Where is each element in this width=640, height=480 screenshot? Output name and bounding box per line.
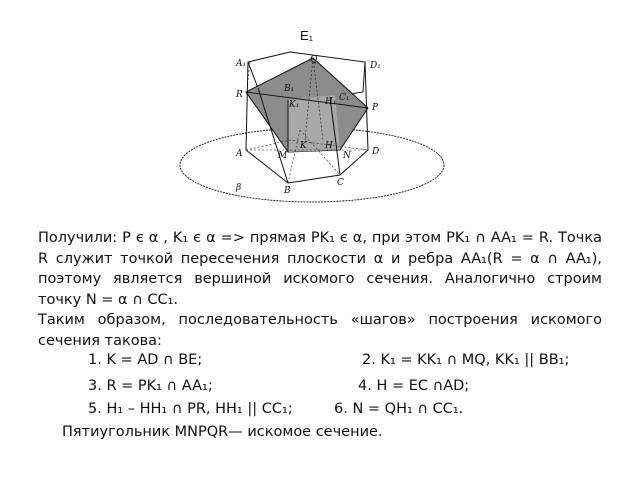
label-a1: A₁ xyxy=(236,59,247,69)
step-3: 3. R = PK₁ ∩ AA₁; xyxy=(88,378,213,394)
label-n: N xyxy=(343,151,351,161)
label-c1: C₁ xyxy=(339,93,350,103)
edge-aa1 xyxy=(246,62,248,150)
label-a: A xyxy=(236,149,243,159)
label-p: P xyxy=(372,103,379,113)
label-k1: K₁ xyxy=(289,100,300,110)
conclusion: Пятиугольник MNPQR— искомое сечение. xyxy=(62,424,383,440)
label-beta: β xyxy=(236,183,242,193)
step-6: 6. N = QH₁ ∩ CC₁. xyxy=(334,401,464,417)
label-h1: H₁ xyxy=(325,97,337,107)
label-b1: B₁ xyxy=(284,84,295,94)
label-h: H xyxy=(325,141,333,151)
step-5: 5. H₁ – HH₁ ∩ PR, HH₁ || CC₁; xyxy=(88,401,293,417)
label-r: R xyxy=(236,90,243,100)
step-1: 1. K = AD ∩ BE; xyxy=(88,352,203,368)
label-d: D xyxy=(372,147,380,157)
step-2: 2. K₁ = KK₁ ∩ MQ, KK₁ || BB₁; xyxy=(362,352,570,368)
label-k: K xyxy=(300,141,307,151)
label-b: B xyxy=(284,186,291,196)
label-m: M xyxy=(278,151,288,161)
prism-section-figure xyxy=(0,0,640,215)
label-d1: D₁ xyxy=(370,61,381,71)
label-c: C xyxy=(337,178,344,188)
step-4: 4. H = EC ∩AD; xyxy=(358,378,470,394)
figure-title-e1: E₁ xyxy=(300,28,314,43)
label-q: Q xyxy=(310,55,318,65)
paragraph-obtained: Получили: P є α , K₁ є α => прямая PK₁ є α, при этом PK₁ ∩ AA₁ = R. Точка R служит точкой пересечения плоскости α и ребра AA₁(R = α ∩ AA₁), поэтому является вершиной искомого сечения. Аналогично строим точку N = α ∩ CC₁. xyxy=(38,230,602,308)
paragraph-sequence: Таким образом, последовательность «шагов» построения искомого сечения такова: xyxy=(38,312,602,349)
